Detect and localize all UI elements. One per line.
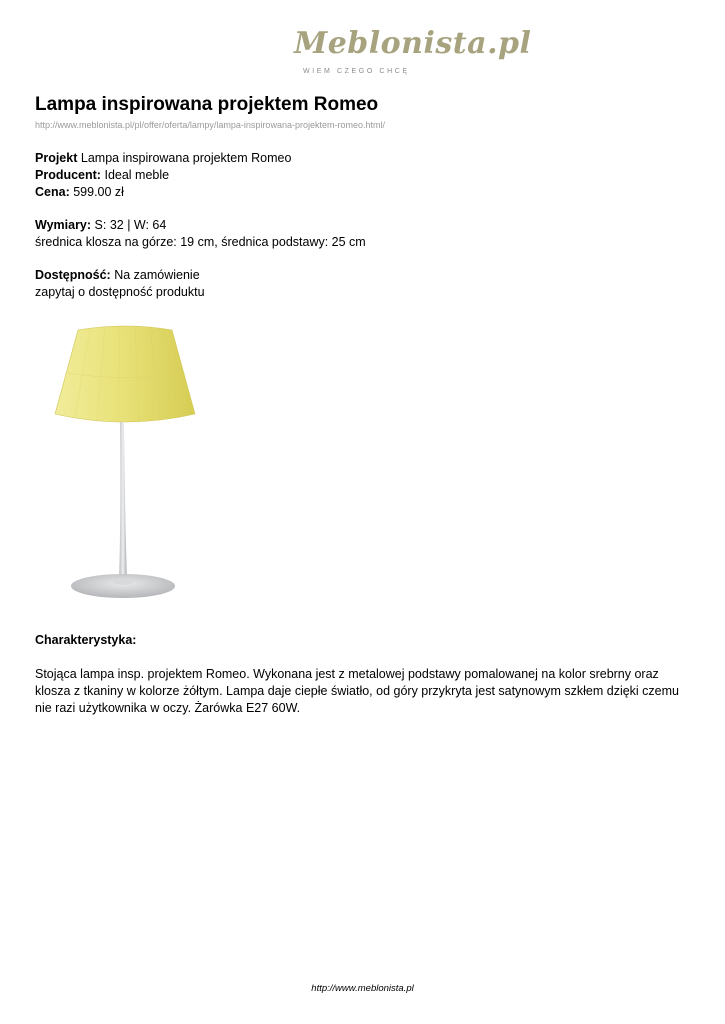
dostepnosc-value: Na zamówienie	[114, 268, 200, 282]
footer-url[interactable]: http://www.meblonista.pl	[311, 983, 414, 994]
cena-label: Cena:	[35, 185, 70, 199]
cena-row	[35, 184, 124, 201]
projekt-label: Projekt	[35, 151, 78, 165]
wymiary-detail: średnica klosza na górze: 19 cm, średnica podstawy: 25 cm	[35, 235, 366, 249]
product-image	[45, 318, 215, 608]
producent-row	[35, 167, 169, 184]
producent-value: Ideal meble	[104, 168, 170, 182]
wymiary-row	[35, 217, 166, 234]
wymiary-value: S: 32 | W: 64	[94, 218, 167, 232]
dostepnosc-row	[35, 267, 200, 284]
producent-label: Producent:	[35, 168, 101, 182]
projekt-row	[35, 150, 291, 167]
logo-name: Meblonista.pl	[294, 26, 532, 61]
site-logo[interactable]	[280, 26, 532, 86]
charakterystyka-row	[35, 632, 136, 649]
dostepnosc-label: Dostępność:	[35, 268, 111, 282]
product-description: Stojąca lampa insp. projektem Romeo. Wykonana jest z metalowej podstawy pomalowanej na kolor srebrny oraz klosza z tkaniny w kolorze żółtym. Lampa daje ciepłe światło, od góry przykryta jest satynowym szkłem dzięki czemu nie razi użytkownika w oczy. Żarówka E27 60W.	[35, 667, 679, 715]
cena-value: 599.00 zł	[73, 185, 124, 199]
product-url[interactable]: http://www.meblonista.pl/pl/offer/oferta/lampy/lampa-inspirowana-projektem-romeo.html/	[35, 120, 385, 130]
availability-inquiry-link[interactable]: zapytaj o dostępność produktu	[35, 285, 205, 299]
wymiary-label: Wymiary:	[35, 218, 92, 232]
logo-tagline: WIEM CZEGO CHCĘ	[303, 68, 410, 75]
projekt-value: Lampa inspirowana projektem Romeo	[80, 151, 292, 165]
page-title: Lampa inspirowana projektem Romeo	[35, 94, 379, 115]
charakterystyka-label: Charakterystyka:	[35, 633, 137, 647]
